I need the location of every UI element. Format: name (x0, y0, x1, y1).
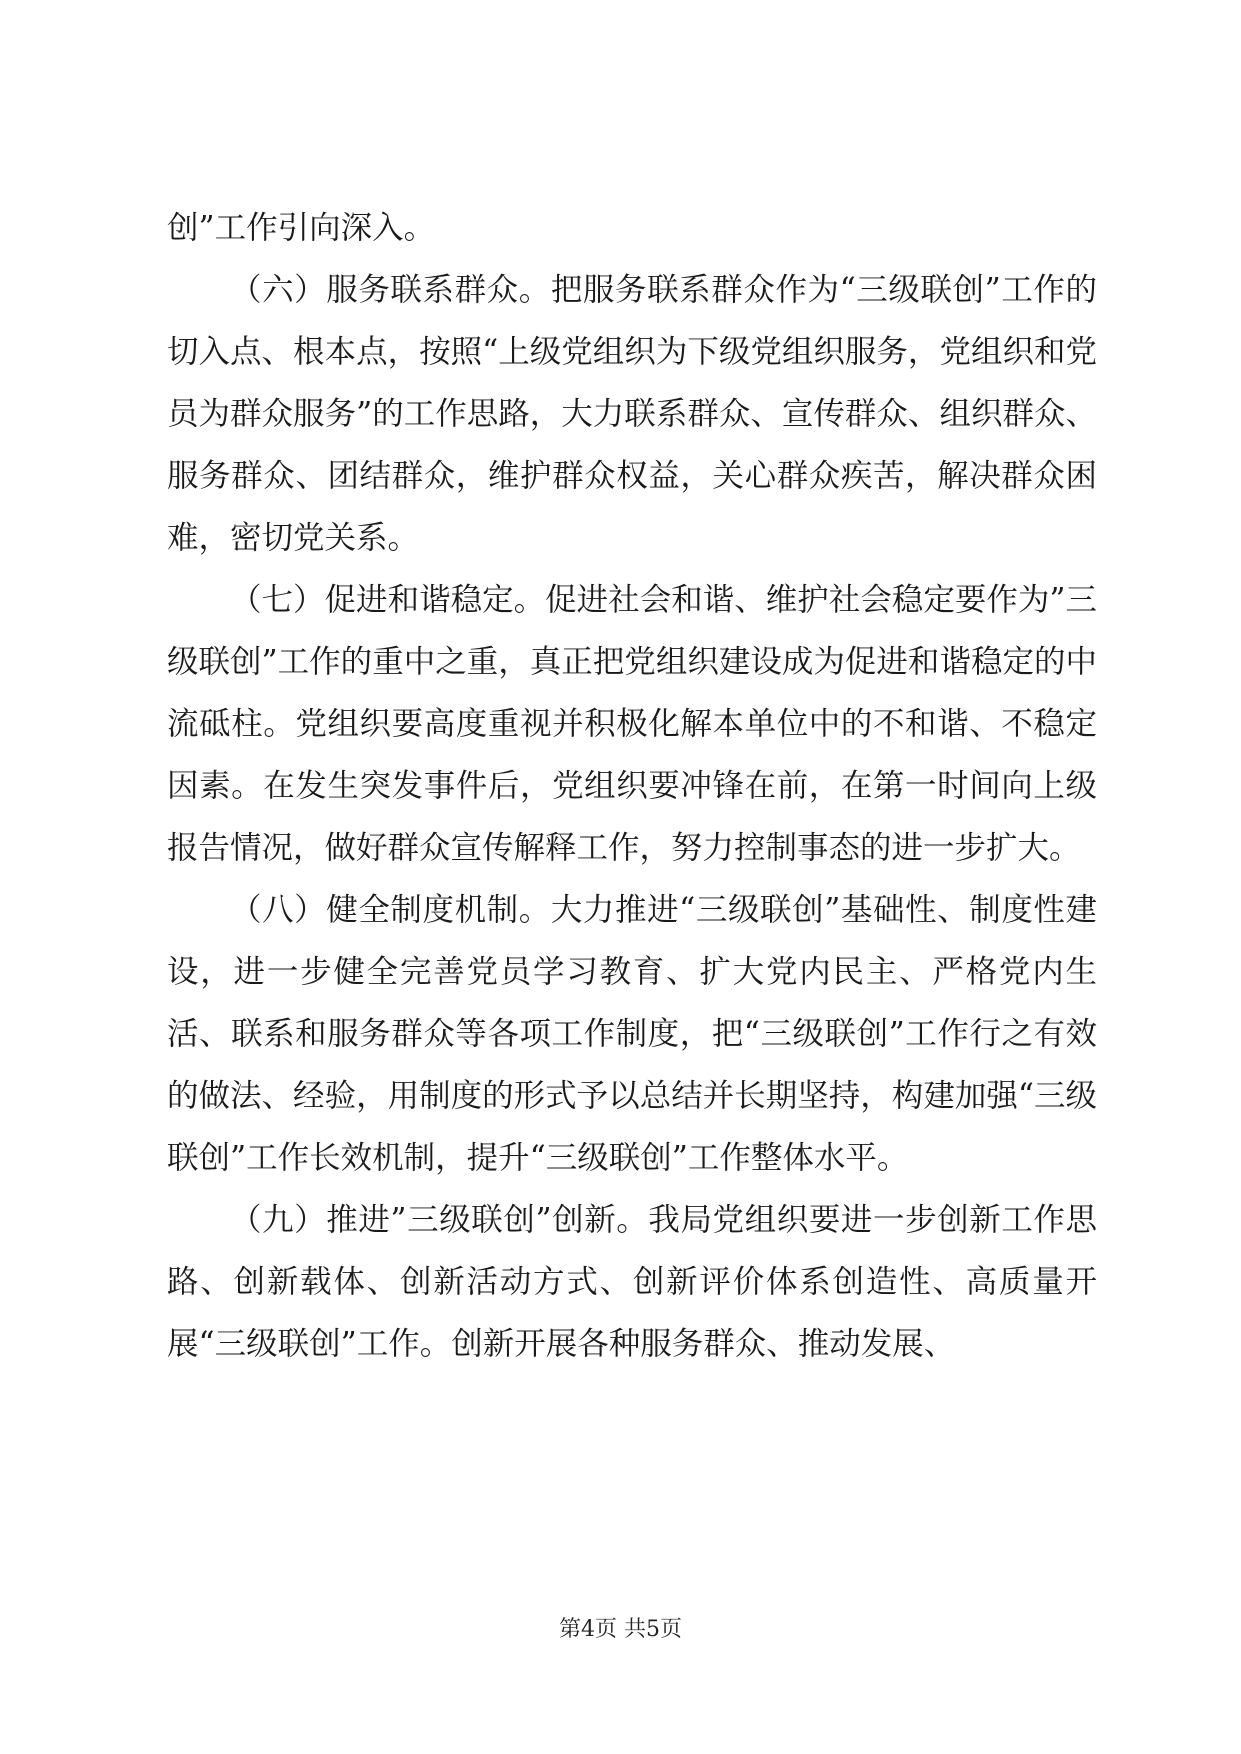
paragraph-eight-system: （八）健全制度机制。大力推进“三级联创”基础性、制度性建设，进一步健全完善党员学习教育、扩大党内民主、严格党内生活、联系和服务群众等各项工作制度，把“三级联创”工作行之有效的做法、经验，用制度的形式予以总结并长期坚持，构建加强“三级联创”工作长效机制，提升“三级联创”工作整体水平。 (167, 892, 1097, 1176)
paragraph-six-service: （六）服务联系群众。把服务联系群众作为“三级联创”工作的切入点、根本点，按照“上级党组织为下级党组织服务，党组织和党员为群众服务”的工作思路，大力联系群众、宣传群众、组织群众、服务群众、团结群众，维护群众权益，关心群众疾苦，解决群众困难，密切党关系。 (167, 272, 1097, 556)
paragraph-seven-harmony: （七）促进和谐稳定。促进社会和谐、维护社会稳定要作为”三级联创”工作的重中之重，真正把党组织建设成为促进和谐稳定的中流砥柱。党组织要高度重视并积极化解本单位中的不和谐、不稳定因素。在发生突发事件后，党组织要冲锋在前，在第一时间向上级报告情况，做好群众宣传解释工作，努力控制事态的进一步扩大。 (167, 582, 1097, 866)
body-text (167, 197, 1097, 1375)
paragraph-continuation: 创”工作引向深入。 (167, 210, 436, 246)
paragraph-nine-innovation: （九）推进”三级联创”创新。我局党组织要进一步创新工作思路、创新载体、创新活动方式、创新评价体系创造性、高质量开展“三级联创”工作。创新开展各种服务群众、推动发展、 (167, 1202, 1097, 1362)
page-number-footer: 第4页 共5页 (559, 1617, 682, 1642)
